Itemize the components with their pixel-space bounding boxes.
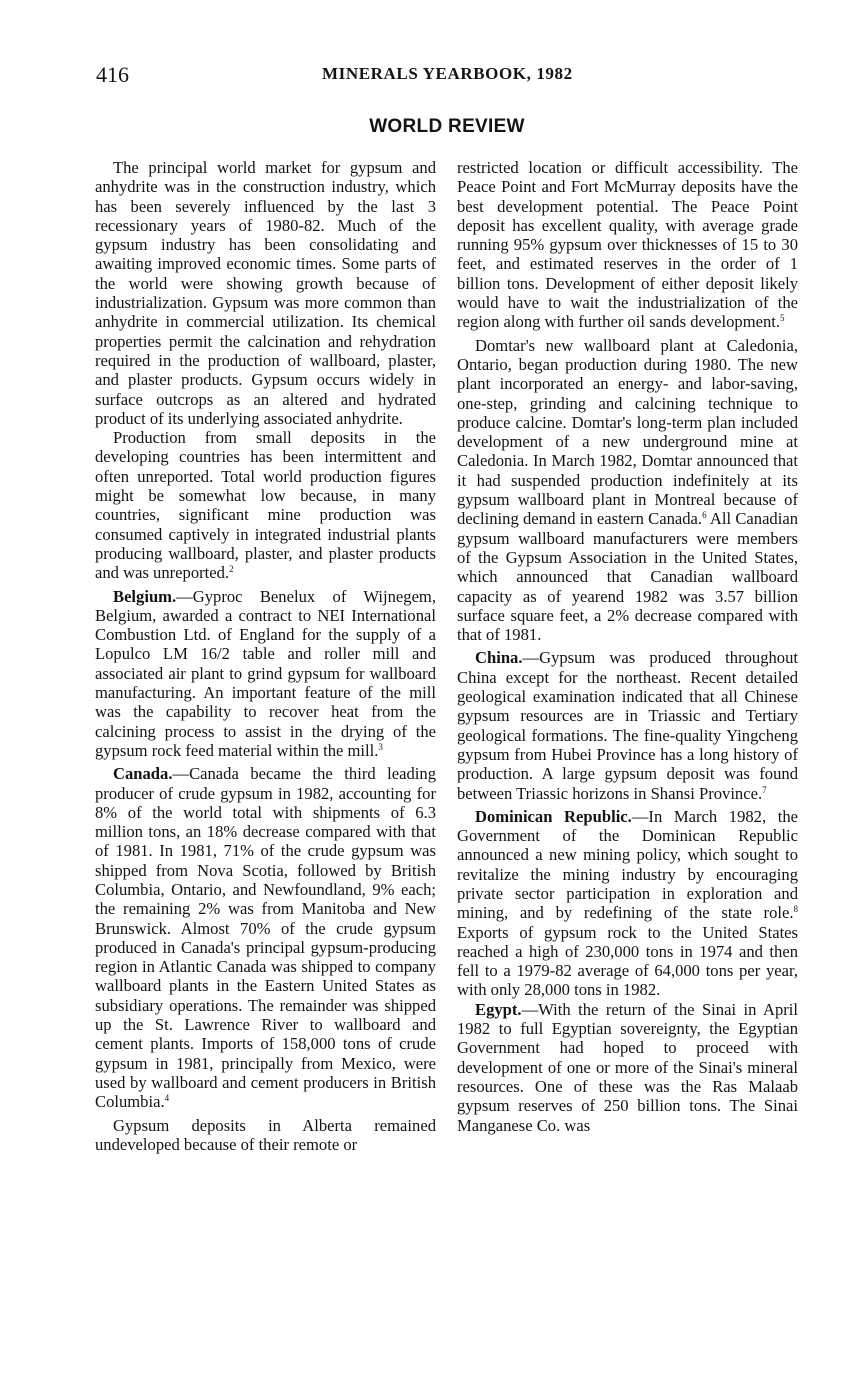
paragraph-text: —Canada became the third leading producer of crude gypsum in 1982, accounting for 8% of the world total with shipments of 6.3 million tons, an 18% decrease compared with that of 1981. In 1981, 71% of the crude gypsum was shipped from Nova Scotia, followed by British Columbia, Ontario, and Newfoundland, 9% each; the remaining 2% was from Manitoba and New Brunswick. Almost 70% of the crude gypsum produced in Canada's principal gypsum-producing region in Atlantic Canada was shipped to company wallboard plants in the Eastern United States as subsidiary operations. The remainder was shipped up the St. Lawrence River to wallboard and cement plants. Imports of 158,000 tons of crude gypsum in 1981, principally from Mexico, were used by wallboard and cement producers in British Columbia.: [95, 764, 436, 1112]
paragraph-egypt: [457, 1000, 798, 1135]
paragraph-text: —In March 1982, the Government of the Dominican Republic announced a new mining policy, which sought to revitalize the mining industry by encouraging private sector participation in exploration and mining, and by redefining of the state role.: [457, 806, 798, 923]
paragraph-text: Gypsum deposits in Alberta remained undeveloped because of their remote or: [95, 1115, 436, 1154]
paragraph-text: All Canadian gypsum wallboard manufacturers were members of the Gypsum Association in the United States, which announced that Canadian wallboard capacity as of yearend 1982 was 3.57 billion surface square feet, a 2% decrease compared with that of 1981.: [457, 509, 799, 645]
country-heading-belgium: Belgium.: [113, 586, 177, 606]
footnote-marker: 4: [164, 1093, 170, 1104]
paragraph-production: [95, 428, 436, 582]
paragraph-alberta: [95, 1116, 436, 1155]
paragraph-text: Exports of gypsum rock to the United States reached a high of 230,000 tons in 1974 and then fell to a 1979-82 average of 64,000 tons per year, with only 28,000 tons in 1982.: [457, 922, 798, 1000]
paragraph-dominican-republic: [457, 807, 798, 1000]
paragraph-text: —Gypsum was produced throughout China except for the northeast. Recent detailed geological examination indicated that all Chinese gypsum resources are in Triassic and Tertiary geological formations. The fine-quality Yingcheng gypsum from Hubei Province has a long history of production. A large gypsum deposit was found between Triassic horizons in Shansi Province.: [457, 648, 798, 803]
footnote-marker: 5: [780, 313, 785, 324]
footnote-marker: 2: [229, 564, 234, 575]
paragraph-belgium: [95, 587, 436, 761]
country-heading-dominican-republic: Dominican Republic.: [475, 806, 632, 826]
paragraph-domtar: [457, 336, 798, 645]
paragraph-text: The principal world market for gypsum and anhydrite was in the construction industry, which has been severely influenced by the last 3 recessionary years of 1980-82. Much of the gypsum industry has been consolidating and awaiting improved economic times. Some parts of the world were showing growth because of industrialization. Gypsum was more common than anhydrite in commercial utilization. Its chemical properties permit the calcination and rehydration required in the production of wallboard, plaster, and plaster products. Gypsum occurs widely in surface outcrops as an altered and hydrated product of its underlying associated anhydrite.: [95, 158, 436, 428]
country-heading-egypt: Egypt.: [475, 999, 522, 1019]
paragraph-text: restricted location or difficult accessibility. The Peace Point and Fort McMurray deposits have the best development potential. The Peace Point deposit has excellent quality, with average grade running 95% gypsum over thicknesses of 15 to 30 feet, and estimated reserves in the order of 1 billion tons. Development of either deposit likely would have to wait the industrialization of the region along with further oil sands development.: [457, 158, 798, 332]
footnote-marker: 6: [702, 510, 707, 521]
footnote-marker: 7: [762, 784, 767, 795]
country-heading-china: China.: [475, 648, 523, 668]
footnote-marker: 8: [793, 904, 798, 915]
paragraph-text: —With the return of the Sinai in April 1982 to full Egyptian sovereignty, the Egyptian Government had hoped to proceed with development of one or more of the Sinai's mineral resources. One of these was the Ras Malaab gypsum reserves of 250 billion tons. The Sinai Manganese Co. was: [457, 999, 798, 1135]
paragraph-alberta-continued: [457, 158, 798, 332]
paragraph-text: —Gyproc Benelux of Wijnegem, Belgium, awarded a contract to NEI International Combustion Ltd. of England for the supply of a Lopulco LM 16/2 table and roller mill and associated air plant to grind gypsum for wallboard manufacturing. An important feature of the mill was the capability to recover heat from the calcining process to assist in the drying of the gypsum rock feed material within the mill.: [95, 586, 436, 760]
paragraph-text: Production from small deposits in the developing countries has been intermittent and often unreported. Total world production figures might be somewhat low because, in many countries, significant mine production was consumed captively in integrated industrial plants producing wallboard, plaster, and plaster products and was unreported.: [95, 428, 436, 583]
country-heading-canada: Canada.: [113, 764, 173, 784]
paragraph-text: Domtar's new wallboard plant at Caledonia, Ontario, began production during 1980. The new plant incorporated an energy- and labor-saving, one-step, grinding and calcining technique to produce calcine. Domtar's long-term plan included development of a new underground mine at Caledonia. In March 1982, Domtar announced that it had suspended production indefinitely at its gypsum wallboard plant in Montreal because of declining demand in eastern Canada.: [457, 335, 798, 529]
paragraph-china: [457, 648, 798, 802]
page-header: [96, 62, 770, 92]
right-column: [457, 158, 798, 1135]
footnote-marker: 3: [378, 741, 383, 752]
page-number: 416: [96, 62, 129, 87]
running-head: MINERALS YEARBOOK, 1982: [322, 64, 573, 83]
section-title: WORLD REVIEW: [369, 116, 525, 137]
left-column: [95, 158, 436, 1154]
paragraph-canada: [95, 764, 436, 1111]
paragraph-world-market: [95, 158, 436, 428]
